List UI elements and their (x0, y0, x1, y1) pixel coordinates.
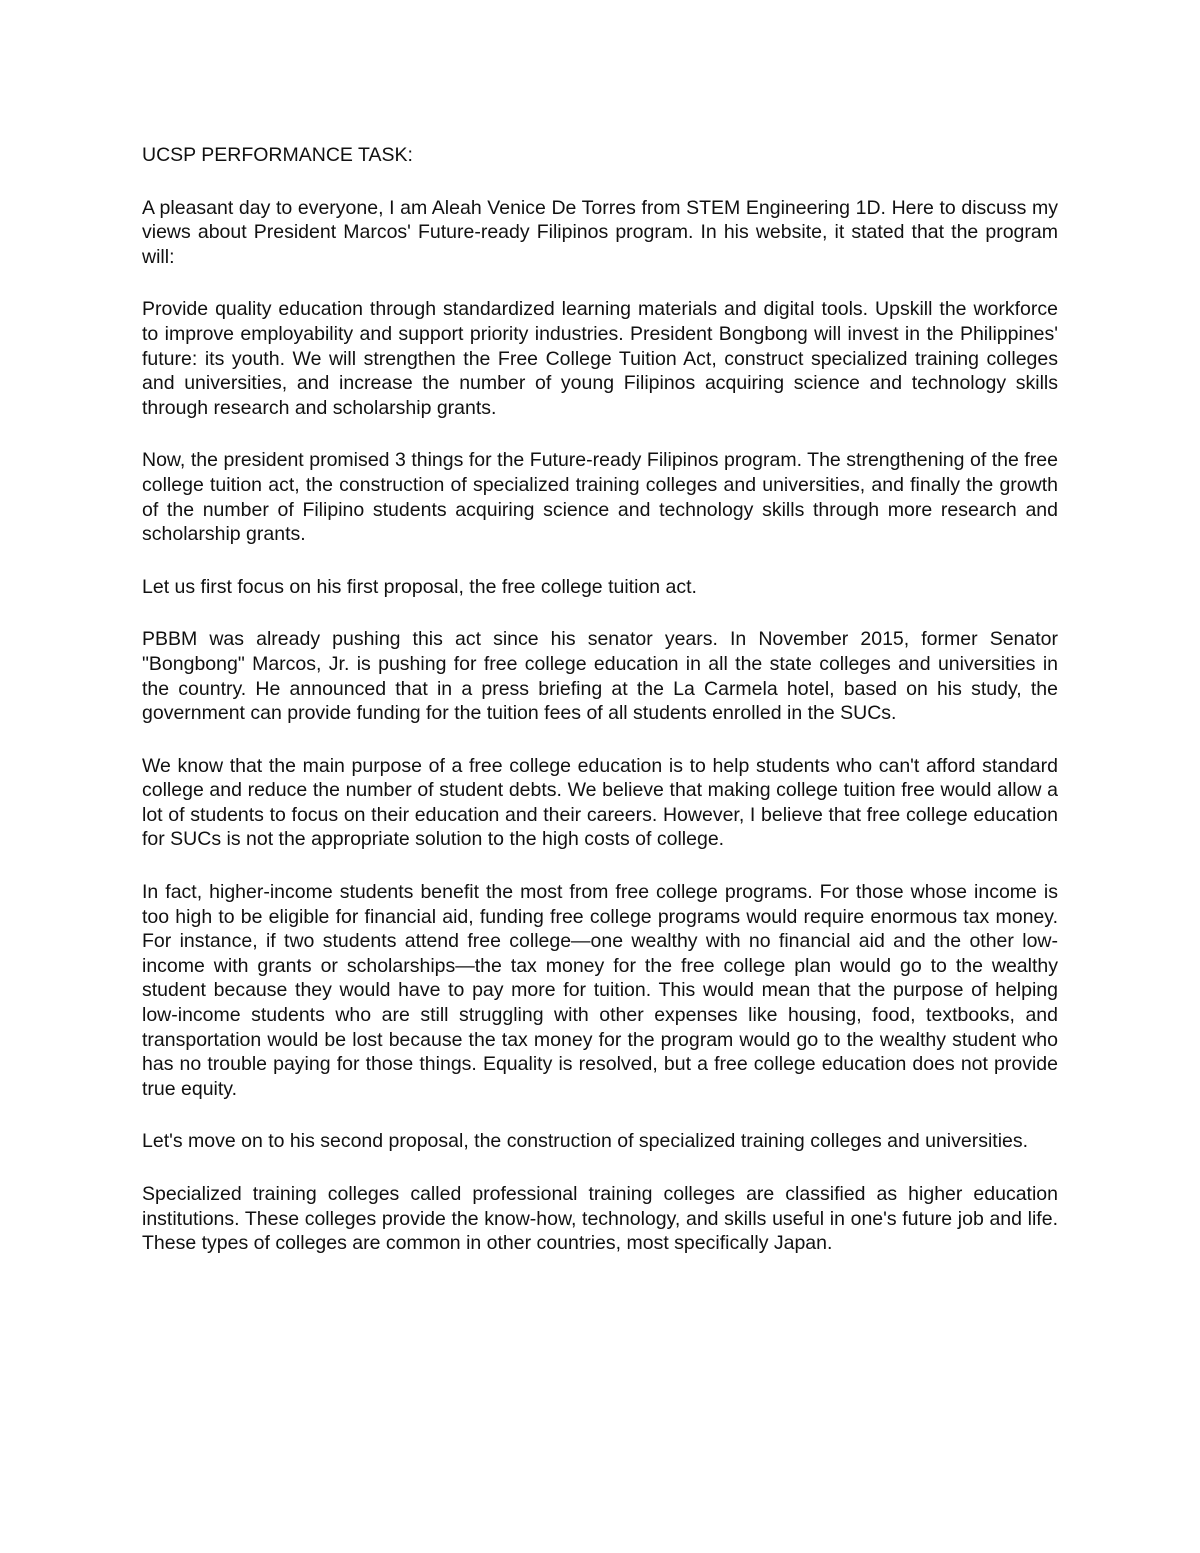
paragraph-higher-income-argument: In fact, higher-income students benefit the most from free college programs. For those whose income is too high to be eligible for financial aid, funding free college programs would require enormous tax money. For instance, if two students attend free college—one wealthy with no financial aid and the other low-income with grants or scholarships—the tax money for the free college plan would go to the wealthy student because they would have to pay more for tuition. This would mean that the purpose of helping low-income students who are still struggling with other expenses like housing, food, textbooks, and transportation would be lost because the tax money for the program would go to the wealthy student who has no trouble paying for those things. Equality is resolved, but a free college education does not provide true equity. (142, 881, 1058, 1100)
paragraph-program-quote: Provide quality education through standardized learning materials and digital tools. Upskill the workforce to improve employability and support priority industries. President Bongbong will invest in the Philippines' future: its youth. We will strengthen the Free College Tuition Act, construct specialized training colleges and universities, and increase the number of young Filipinos acquiring science and technology skills through research and scholarship grants. (142, 298, 1058, 419)
paragraph-second-proposal-intro: Let's move on to his second proposal, the construction of specialized training colleges and universities. (142, 1130, 1029, 1153)
document-page (142, 143, 1058, 1284)
paragraph-free-college-purpose: We know that the main purpose of a free college education is to help students who can't afford standard college and reduce the number of student debts. We believe that making college tuition free would allow a lot of students to focus on their education and their careers. However, I believe that free college education for SUCs is not the appropriate solution to the high costs of college. (142, 754, 1058, 851)
document-title: UCSP PERFORMANCE TASK: (142, 144, 413, 166)
paragraph-specialized-colleges: Specialized training colleges called professional training colleges are classified as higher education institutions. These colleges provide the know-how, technology, and skills useful in one's future job and life. These types of colleges are common in other countries, most specifically Japan. (142, 1183, 1058, 1255)
paragraph-introduction: A pleasant day to everyone, I am Aleah Venice De Torres from STEM Engineering 1D. Here to discuss my views about President Marcos' Future-ready Filipinos program. In his website, it stated that the program will: (142, 196, 1058, 268)
paragraph-first-proposal-intro: Let us first focus on his first proposal, the free college tuition act. (142, 575, 697, 598)
paragraph-three-promises: Now, the president promised 3 things for the Future-ready Filipinos program. The strengthening of the free college tuition act, the construction of specialized training colleges and universities, and finally the growth of the number of Filipino students acquiring science and technology skills through more research and scholarship grants. (142, 449, 1058, 546)
paragraph-pbbm-history: PBBM was already pushing this act since his senator years. In November 2015, former Senator "Bongbong" Marcos, Jr. is pushing for free college education in all the state colleges and universities in the country. He announced that in a press briefing at the La Carmela hotel, based on his study, the government can provide funding for the tuition fees of all students enrolled in the SUCs. (142, 628, 1058, 725)
